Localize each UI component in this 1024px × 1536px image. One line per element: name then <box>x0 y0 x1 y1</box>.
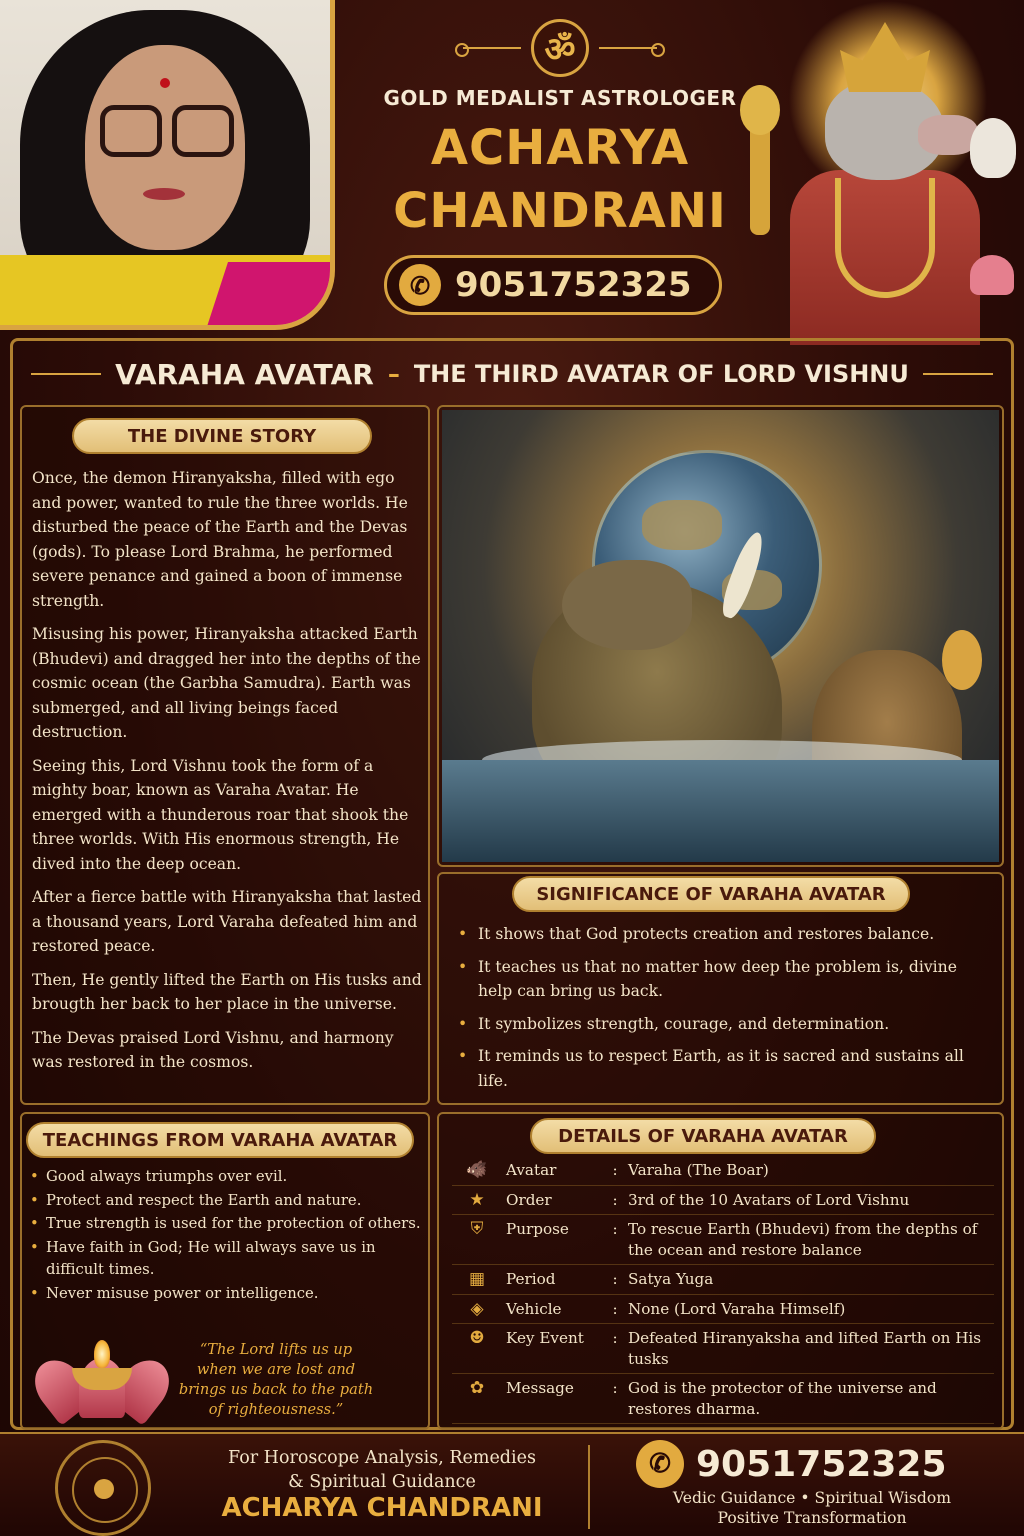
phone-icon: ✆ <box>636 1440 684 1488</box>
vehicle-icon: ◈ <box>452 1294 502 1324</box>
table-row <box>452 1185 994 1215</box>
story-paragraph: Once, the demon Hiranyaksha, filled with ego and power, wanted to rule the three worlds. He disturbed the peace of the Earth and the Devas (gods). To please Lord Brahma, he performed severe penance and gained a boon of immense strength. <box>32 469 408 610</box>
astrologer-name-line2: CHANDRANI <box>393 183 727 239</box>
footer-tagline-line2: Positive Transformation <box>717 1509 907 1527</box>
table-row <box>452 1156 994 1185</box>
zodiac-wheel-icon <box>55 1440 151 1536</box>
detail-separator: : <box>606 1215 624 1265</box>
list-item: • It shows that God protects creation and restores balance. <box>456 922 996 947</box>
footer-services-line2: & Spiritual Guidance <box>288 1472 476 1492</box>
title-ornament-right <box>923 373 993 375</box>
lotus-icon: ✿ <box>452 1374 502 1424</box>
people-icon: ☻ <box>452 1324 502 1374</box>
detail-value: Defeated Hiranyaksha and lifted Earth on His tusks <box>624 1324 994 1374</box>
detail-value: 3rd of the 10 Avatars of Lord Vishnu <box>624 1185 994 1215</box>
astrologer-subtitle: GOLD MEDALIST ASTROLOGER <box>383 86 737 110</box>
footer-tagline-line1: Vedic Guidance • Spiritual Wisdom <box>672 1489 952 1507</box>
story-paragraph: Misusing his power, Hiranyaksha attacked Earth (Bhudevi) and dragged her into the depths of the cosmic ocean (the Garbha Samudra). Earth was submerged, and all living beings faced destruction. <box>32 625 421 741</box>
detail-key: Period <box>502 1265 606 1295</box>
footer-phone-number: 9051752325 <box>696 1443 947 1485</box>
teachings-list <box>30 1166 422 1306</box>
astrologer-name-line1: ACHARYA <box>430 120 690 176</box>
detail-key: Purpose <box>502 1215 606 1265</box>
table-row <box>452 1294 994 1324</box>
detail-key: Message <box>502 1374 606 1424</box>
table-row <box>452 1374 994 1424</box>
detail-key: Vehicle <box>502 1294 606 1324</box>
title-part1: VARAHA AVATAR <box>115 357 374 391</box>
astrologer-portrait <box>0 0 335 330</box>
detail-separator: : <box>606 1294 624 1324</box>
footer-phone-button[interactable] <box>636 1440 947 1488</box>
detail-separator: : <box>606 1156 624 1185</box>
footer-services-line1: For Horoscope Analysis, Remedies <box>228 1448 536 1468</box>
footer-services <box>182 1446 582 1494</box>
story-paragraph: The Devas praised Lord Vishnu, and harmony was restored in the cosmos. <box>32 1028 394 1071</box>
list-item: • It symbolizes strength, courage, and determination. <box>456 1012 996 1037</box>
detail-value: Varaha (The Boar) <box>624 1156 994 1185</box>
flourish-left <box>463 47 521 49</box>
detail-separator: : <box>606 1374 624 1424</box>
story-text <box>32 466 424 1084</box>
list-item: • Good always triumphs over evil. <box>30 1166 422 1189</box>
page-title <box>20 352 1004 396</box>
significance-list <box>456 922 996 1101</box>
story-heading: THE DIVINE STORY <box>72 418 372 454</box>
details-table <box>452 1156 994 1424</box>
list-item: • Never misuse power or intelligence. <box>30 1283 422 1306</box>
footer-name: ACHARYA CHANDRANI <box>221 1493 543 1523</box>
header-phone-number: 9051752325 <box>455 265 692 305</box>
calendar-icon: ▦ <box>452 1265 502 1295</box>
list-item: • It reminds us to respect Earth, as it is sacred and sustains all life. <box>456 1044 996 1093</box>
star-icon: ★ <box>452 1185 502 1215</box>
varaha-deity-illustration <box>730 0 1024 345</box>
story-paragraph: Seeing this, Lord Vishnu took the form of a mighty boar, known as Varaha Avatar. He emerged with a thunderous roar that shook the three worlds. With His enormous strength, He dived into the deep ocean. <box>32 756 409 873</box>
list-item: • Protect and respect the Earth and nature. <box>30 1190 422 1213</box>
diya-lotus-icon <box>28 1340 176 1422</box>
teaching-quote: “The Lord lifts us up when we are lost and brings us back to the path of righteousness.” <box>178 1341 374 1418</box>
table-row <box>452 1215 994 1265</box>
details-heading: DETAILS OF VARAHA AVATAR <box>530 1118 876 1154</box>
significance-heading: SIGNIFICANCE OF VARAHA AVATAR <box>512 876 910 912</box>
footer-tagline <box>610 1488 1014 1528</box>
phone-icon: ✆ <box>399 264 441 306</box>
table-row <box>452 1324 994 1374</box>
varaha-lifting-earth-painting <box>442 410 999 862</box>
om-icon: ॐ <box>531 19 589 77</box>
shield-icon: ⛨ <box>452 1215 502 1265</box>
detail-separator: : <box>606 1324 624 1374</box>
flourish-right <box>599 47 657 49</box>
detail-value: To rescue Earth (Bhudevi) from the depths of the ocean and restore balance <box>624 1215 994 1265</box>
title-part2: THE THIRD AVATAR OF LORD VISHNU <box>413 360 909 388</box>
detail-value: Satya Yuga <box>624 1265 994 1295</box>
detail-key: Order <box>502 1185 606 1215</box>
list-item: • It teaches us that no matter how deep the problem is, divine help can bring us back. <box>456 955 996 1004</box>
footer-divider <box>588 1445 590 1529</box>
detail-value: God is the protector of the universe and restores dharma. <box>624 1374 994 1424</box>
detail-key: Avatar <box>502 1156 606 1185</box>
detail-key: Key Event <box>502 1324 606 1374</box>
detail-separator: : <box>606 1185 624 1215</box>
om-emblem <box>440 18 680 78</box>
detail-separator: : <box>606 1265 624 1295</box>
list-item: • Have faith in God; He will always save us in difficult times. <box>30 1237 422 1282</box>
title-dash: – <box>387 360 400 388</box>
detail-value: None (Lord Varaha Himself) <box>624 1294 994 1324</box>
story-paragraph: Then, He gently lifted the Earth on His tusks and brougth her back to her place in the universe. <box>32 970 422 1013</box>
teachings-heading: TEACHINGS FROM VARAHA AVATAR <box>26 1122 414 1158</box>
table-row <box>452 1265 994 1295</box>
list-item: • True strength is used for the protection of others. <box>30 1213 422 1236</box>
header-phone-button[interactable] <box>384 255 722 315</box>
story-paragraph: After a fierce battle with Hiranyaksha that lasted a thousand years, Lord Varaha defeated him and restored peace. <box>32 888 422 955</box>
boar-icon: 🐗 <box>452 1156 502 1185</box>
title-ornament-left <box>31 373 101 375</box>
